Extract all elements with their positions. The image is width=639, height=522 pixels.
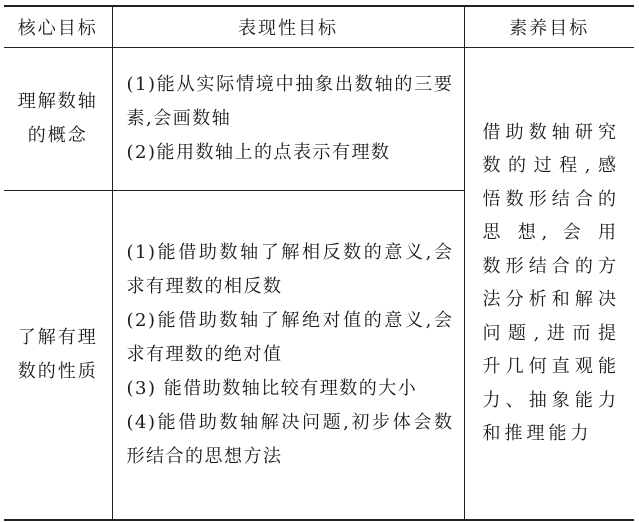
core-goal-cell: 了解有理数的性质 (4, 191, 112, 520)
performance-item: (3) 能借助数轴比较有理数的大小 (126, 377, 418, 399)
performance-item: (1)能从实际情境中抽象出数轴的三要素,会画数轴 (126, 74, 454, 129)
performance-item: (4)能借助数轴解决问题,初步体会数形结合的思想方法 (126, 411, 454, 467)
performance-item: (2)能借助数轴了解绝对值的意义,会求有理数的绝对值 (126, 309, 454, 365)
performance-item: (2)能用数轴上的点表示有理数 (126, 142, 391, 163)
literacy-goal-cell: 借助数轴研究数的过程,感悟数形结合的思 想, 会 用数形结合的方法分析和解决问题,进而提升几何直观能力、抽象能力和推理能力 (464, 48, 634, 520)
header-performance-goal: 表现性目标 (112, 6, 464, 48)
header-core-goal: 核心目标 (4, 6, 112, 48)
header-literacy-goal: 素养目标 (464, 6, 634, 48)
table-row (4, 48, 634, 191)
core-goal-cell: 理解数轴的概念 (4, 48, 112, 191)
learning-goals-table (4, 5, 634, 521)
header-row (4, 6, 634, 48)
performance-goal-cell (112, 48, 464, 191)
performance-goal-cell (112, 191, 464, 520)
performance-item: (1)能借助数轴了解相反数的意义,会求有理数的相反数 (126, 241, 454, 297)
